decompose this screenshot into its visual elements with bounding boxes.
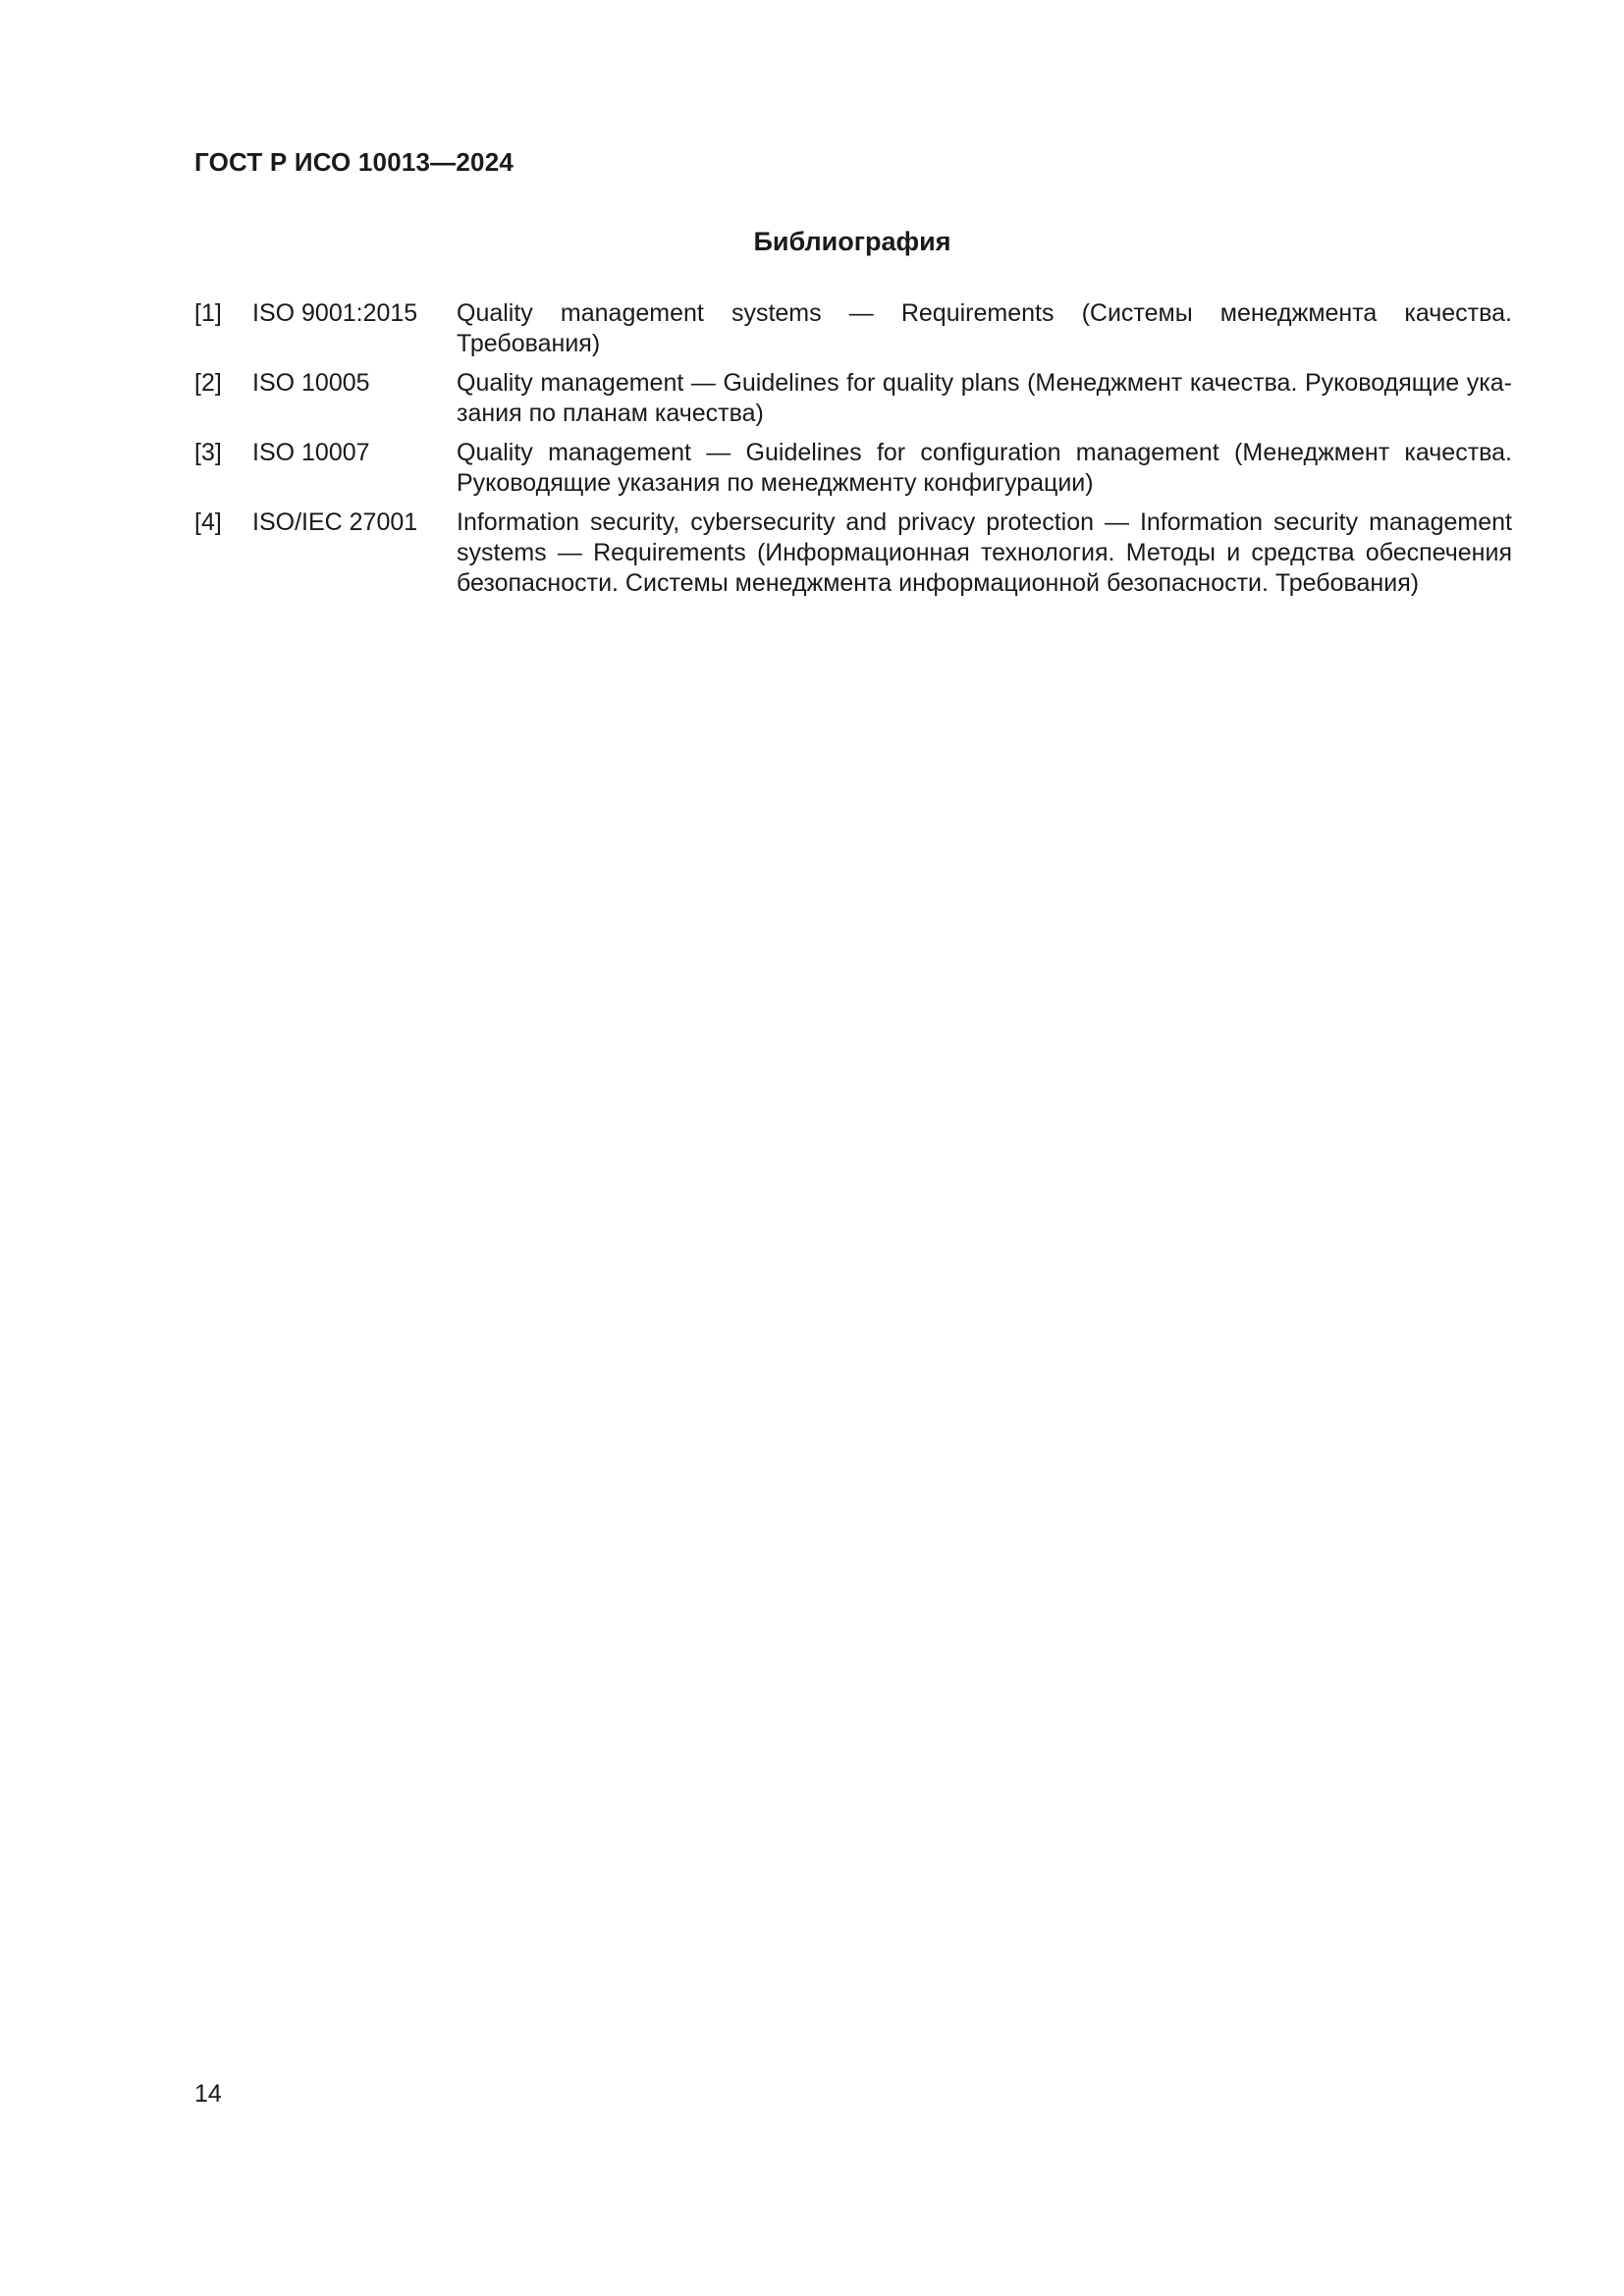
entry-title: Quality management systems — Requirements (Системы менеджмента качества. Требования) xyxy=(457,299,1512,357)
bibliography-title: Библиография xyxy=(753,227,951,256)
bibliography-list xyxy=(194,298,1512,608)
entry-title: Quality management — Guidelines for quality plans (Менеджмент качества. Руководящие указания по планам качества) xyxy=(457,369,1512,427)
entry-number: [4] xyxy=(194,508,222,536)
entry-title: Quality management — Guidelines for configuration management (Менеджмент качества. Руководящие указания по менеджменту конфигурации) xyxy=(457,439,1512,497)
entry-number: [2] xyxy=(194,369,222,397)
entry-title: Information security, cybersecurity and privacy protection — Information security management systems — Requirements (Информационная технология. Методы и средства обеспечения безопасности. Системы менеджмента информационной безопасности. Требования) xyxy=(457,508,1512,597)
bibliography-entry xyxy=(194,298,1512,359)
page-number: 14 xyxy=(194,2080,222,2108)
bibliography-entry xyxy=(194,438,1512,499)
entry-standard-code: ISO/IEC 27001 xyxy=(252,508,418,536)
bibliography-entry xyxy=(194,507,1512,599)
bibliography-entry xyxy=(194,368,1512,429)
entry-standard-code: ISO 9001:2015 xyxy=(252,299,418,327)
entry-number: [3] xyxy=(194,439,222,466)
entry-standard-code: ISO 10007 xyxy=(252,439,370,466)
entry-standard-code: ISO 10005 xyxy=(252,369,370,397)
document-code-header: ГОСТ Р ИСО 10013—2024 xyxy=(194,147,514,177)
entry-number: [1] xyxy=(194,299,222,327)
